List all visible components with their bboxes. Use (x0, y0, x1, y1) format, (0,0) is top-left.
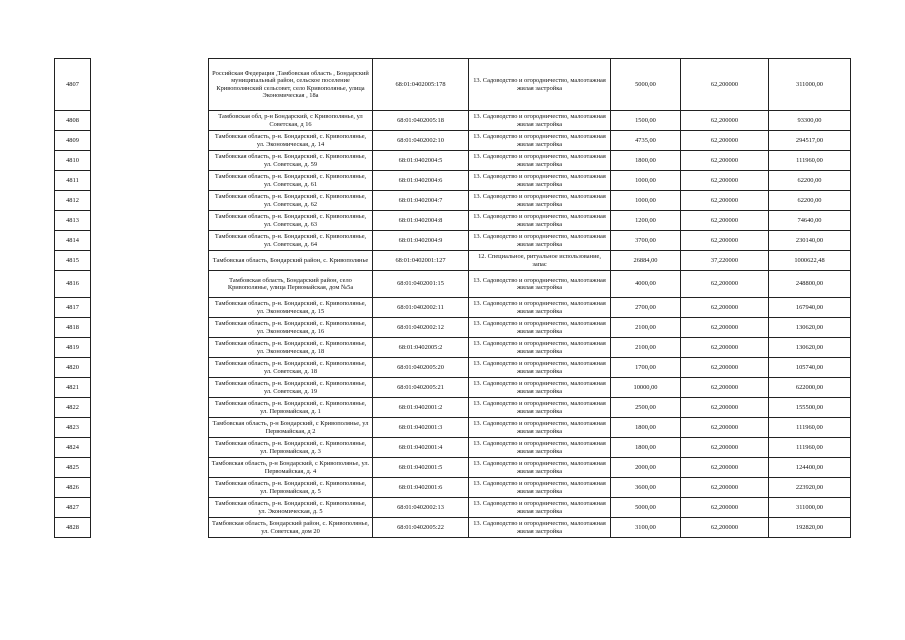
land-use-cell: 13. Садоводство и огородничество, малоэтажная жилая застройка (469, 271, 611, 298)
land-use-cell: 13. Садоводство и огородничество, малоэтажная жилая застройка (469, 498, 611, 518)
rate-cell: 62,200000 (681, 131, 769, 151)
rate-cell: 62,200000 (681, 111, 769, 131)
blank-cell (91, 271, 209, 298)
row-number: 4810 (55, 151, 91, 171)
area-cell: 4000,00 (611, 271, 681, 298)
address-cell: Тамбовская область, р-н. Бондарский, с. Кривополянье, ул. Советская, д. 63 (209, 211, 373, 231)
cadastral-value-cell: 93300,00 (769, 111, 851, 131)
land-use-cell: 13. Садоводство и огородничество, малоэтажная жилая застройка (469, 398, 611, 418)
table-row (55, 111, 851, 131)
land-use-cell: 13. Садоводство и огородничество, малоэтажная жилая застройка (469, 211, 611, 231)
row-number: 4819 (55, 338, 91, 358)
cadastral-number-cell: 68:01:0402001:15 (373, 271, 469, 298)
table-row (55, 59, 851, 111)
cadastral-number-cell: 68:01:0402001:6 (373, 478, 469, 498)
address-cell: Тамбовская обл, р-н Бондарский, с Кривополянье, ул Советская, д 16 (209, 111, 373, 131)
address-cell: Тамбовская область, Бондарский район, село Кривополянье, улица Первомайская, дом №5а (209, 271, 373, 298)
cadastral-value-cell: 124400,00 (769, 458, 851, 478)
cadastral-value-cell: 62200,00 (769, 171, 851, 191)
row-number: 4807 (55, 59, 91, 111)
row-number: 4809 (55, 131, 91, 151)
cadastral-value-cell: 311000,00 (769, 59, 851, 111)
table-row (55, 318, 851, 338)
area-cell: 1200,00 (611, 211, 681, 231)
blank-cell (91, 111, 209, 131)
cadastral-value-cell: 111960,00 (769, 151, 851, 171)
cadastral-value-cell: 294517,00 (769, 131, 851, 151)
rate-cell: 62,200000 (681, 59, 769, 111)
cadastral-number-cell: 68:01:0402001:3 (373, 418, 469, 438)
table-row (55, 398, 851, 418)
land-use-cell: 13. Садоводство и огородничество, малоэтажная жилая застройка (469, 458, 611, 478)
address-cell: Тамбовская область, р-н. Бондарский, с. Кривополянье, ул. Советская, д. 18 (209, 358, 373, 378)
blank-cell (91, 418, 209, 438)
address-cell: Тамбовская область, р-н. Бондарский, с. Кривополянье, ул. Экономическая, д. 15 (209, 298, 373, 318)
land-use-cell: 13. Садоводство и огородничество, малоэтажная жилая застройка (469, 358, 611, 378)
blank-cell (91, 59, 209, 111)
land-use-cell: 13. Садоводство и огородничество, малоэтажная жилая застройка (469, 111, 611, 131)
blank-cell (91, 171, 209, 191)
cadastral-value-table (54, 58, 851, 538)
cadastral-number-cell: 68:01:0402001:4 (373, 438, 469, 458)
cadastral-value-cell: 130620,00 (769, 318, 851, 338)
cadastral-value-cell: 248800,00 (769, 271, 851, 298)
table-row (55, 438, 851, 458)
address-cell: Тамбовская область, р-н. Бондарский, с. Кривополянье, ул. Советская, д. 59 (209, 151, 373, 171)
area-cell: 1700,00 (611, 358, 681, 378)
address-cell: Тамбовская область, р-н Бондарский, с Кривополянье, ул. Первомайская, д. 4 (209, 458, 373, 478)
area-cell: 10000,00 (611, 378, 681, 398)
rate-cell: 62,200000 (681, 498, 769, 518)
cadastral-value-cell: 167940,00 (769, 298, 851, 318)
blank-cell (91, 478, 209, 498)
address-cell: Тамбовская область, р-н. Бондарский, с. Кривополянье, ул. Советская, д. 64 (209, 231, 373, 251)
blank-cell (91, 498, 209, 518)
land-use-cell: 13. Садоводство и огородничество, малоэтажная жилая застройка (469, 318, 611, 338)
row-number: 4821 (55, 378, 91, 398)
area-cell: 1800,00 (611, 438, 681, 458)
table-row (55, 251, 851, 271)
area-cell: 2700,00 (611, 298, 681, 318)
table-row (55, 378, 851, 398)
land-use-cell: 13. Садоводство и огородничество, малоэтажная жилая застройка (469, 298, 611, 318)
cadastral-number-cell: 68:01:0402001:2 (373, 398, 469, 418)
blank-cell (91, 398, 209, 418)
address-cell: Тамбовская область, р-н. Бондарский, с. Кривополянье, ул. Советская, д. 19 (209, 378, 373, 398)
area-cell: 3100,00 (611, 518, 681, 538)
area-cell: 2100,00 (611, 338, 681, 358)
land-use-cell: 13. Садоводство и огородничество, малоэтажная жилая застройка (469, 59, 611, 111)
rate-cell: 62,200000 (681, 458, 769, 478)
area-cell: 1500,00 (611, 111, 681, 131)
table-row (55, 131, 851, 151)
cadastral-number-cell: 68:01:0402005:20 (373, 358, 469, 378)
cadastral-number-cell: 68:01:0402004:8 (373, 211, 469, 231)
cadastral-value-cell: 311000,00 (769, 498, 851, 518)
table-row (55, 358, 851, 378)
blank-cell (91, 438, 209, 458)
area-cell: 26884,00 (611, 251, 681, 271)
row-number: 4822 (55, 398, 91, 418)
land-use-cell: 13. Садоводство и огородничество, малоэтажная жилая застройка (469, 478, 611, 498)
cadastral-value-cell: 1000622,48 (769, 251, 851, 271)
address-cell: Тамбовская область, р-н. Бондарский, с. Кривополянье, ул. Советская, д. 61 (209, 171, 373, 191)
rate-cell: 62,200000 (681, 231, 769, 251)
row-number: 4817 (55, 298, 91, 318)
blank-cell (91, 231, 209, 251)
cadastral-value-cell: 105740,00 (769, 358, 851, 378)
row-number: 4826 (55, 478, 91, 498)
table-row (55, 191, 851, 211)
area-cell: 3700,00 (611, 231, 681, 251)
row-number: 4814 (55, 231, 91, 251)
land-use-cell: 13. Садоводство и огородничество, малоэтажная жилая застройка (469, 438, 611, 458)
cadastral-value-cell: 223920,00 (769, 478, 851, 498)
rate-cell: 62,200000 (681, 151, 769, 171)
cadastral-number-cell: 68:01:0402005:2 (373, 338, 469, 358)
area-cell: 5000,00 (611, 498, 681, 518)
row-number: 4811 (55, 171, 91, 191)
table-row (55, 458, 851, 478)
cadastral-number-cell: 68:01:0402002:13 (373, 498, 469, 518)
land-use-cell: 13. Садоводство и огородничество, малоэтажная жилая застройка (469, 191, 611, 211)
cadastral-number-cell: 68:01:0402001:127 (373, 251, 469, 271)
rate-cell: 37,220000 (681, 251, 769, 271)
blank-cell (91, 518, 209, 538)
land-use-cell: 13. Садоводство и огородничество, малоэтажная жилая застройка (469, 151, 611, 171)
area-cell: 1800,00 (611, 418, 681, 438)
land-use-cell: 13. Садоводство и огородничество, малоэтажная жилая застройка (469, 518, 611, 538)
cadastral-value-cell: 622000,00 (769, 378, 851, 398)
cadastral-number-cell: 68:01:0402005:22 (373, 518, 469, 538)
table-row (55, 518, 851, 538)
row-number: 4813 (55, 211, 91, 231)
cadastral-value-cell: 74640,00 (769, 211, 851, 231)
blank-cell (91, 211, 209, 231)
cadastral-number-cell: 68:01:0402005:18 (373, 111, 469, 131)
table-row (55, 271, 851, 298)
rate-cell: 62,200000 (681, 171, 769, 191)
address-cell: Российская Федерация ,Тамбовская область , Бондарский муниципальный район, сельское поселение Кривополянский сельсовет, село Кривополянье, улица Экономическая , 18а (209, 59, 373, 111)
table-row (55, 151, 851, 171)
row-number: 4827 (55, 498, 91, 518)
row-number: 4818 (55, 318, 91, 338)
row-number: 4825 (55, 458, 91, 478)
area-cell: 1000,00 (611, 171, 681, 191)
cadastral-value-cell: 111960,00 (769, 438, 851, 458)
address-cell: Тамбовская область, Бондарский район, с. Кривополянье (209, 251, 373, 271)
blank-cell (91, 378, 209, 398)
row-number: 4815 (55, 251, 91, 271)
blank-cell (91, 131, 209, 151)
rate-cell: 62,200000 (681, 438, 769, 458)
land-use-cell: 13. Садоводство и огородничество, малоэтажная жилая застройка (469, 231, 611, 251)
table-row (55, 231, 851, 251)
row-number: 4824 (55, 438, 91, 458)
blank-cell (91, 358, 209, 378)
rate-cell: 62,200000 (681, 518, 769, 538)
blank-cell (91, 191, 209, 211)
area-cell: 4735,00 (611, 131, 681, 151)
rate-cell: 62,200000 (681, 338, 769, 358)
area-cell: 3600,00 (611, 478, 681, 498)
cadastral-number-cell: 68:01:0402001:5 (373, 458, 469, 478)
row-number: 4816 (55, 271, 91, 298)
table-row (55, 478, 851, 498)
row-number: 4823 (55, 418, 91, 438)
rate-cell: 62,200000 (681, 191, 769, 211)
rate-cell: 62,200000 (681, 378, 769, 398)
rate-cell: 62,200000 (681, 398, 769, 418)
area-cell: 2000,00 (611, 458, 681, 478)
cadastral-number-cell: 68:01:0402005:178 (373, 59, 469, 111)
land-use-cell: 12. Специальное, ритуальное использование, запас (469, 251, 611, 271)
area-cell: 5000,00 (611, 59, 681, 111)
rate-cell: 62,200000 (681, 271, 769, 298)
blank-cell (91, 338, 209, 358)
cadastral-number-cell: 68:01:0402002:11 (373, 298, 469, 318)
address-cell: Тамбовская область, р-н. Бондарский, с. Кривополянье, ул. Первомайская, д. 5 (209, 478, 373, 498)
address-cell: Тамбовская область, р-н. Бондарский, с. Кривополянье, ул. Экономическая, д. 5 (209, 498, 373, 518)
area-cell: 1000,00 (611, 191, 681, 211)
cadastral-number-cell: 68:01:0402002:10 (373, 131, 469, 151)
table-row (55, 298, 851, 318)
table-row (55, 418, 851, 438)
address-cell: Тамбовская область, р-н. Бондарский, с. Кривополянье, ул. Экономическая, д. 18 (209, 338, 373, 358)
cadastral-value-cell: 62200,00 (769, 191, 851, 211)
area-cell: 2100,00 (611, 318, 681, 338)
blank-cell (91, 151, 209, 171)
land-use-cell: 13. Садоводство и огородничество, малоэтажная жилая застройка (469, 418, 611, 438)
blank-cell (91, 251, 209, 271)
table-row (55, 211, 851, 231)
blank-cell (91, 318, 209, 338)
row-number: 4828 (55, 518, 91, 538)
cadastral-number-cell: 68:01:0402004:6 (373, 171, 469, 191)
table-row (55, 498, 851, 518)
area-cell: 2500,00 (611, 398, 681, 418)
address-cell: Тамбовская область, Бондарский район, с. Кривополянье, ул. Советская, дом 20 (209, 518, 373, 538)
rate-cell: 62,200000 (681, 358, 769, 378)
blank-cell (91, 298, 209, 318)
land-use-cell: 13. Садоводство и огородничество, малоэтажная жилая застройка (469, 131, 611, 151)
blank-cell (91, 458, 209, 478)
address-cell: Тамбовская область, р-н Бондарский, с Кривополянье, ул Первомайская, д 2 (209, 418, 373, 438)
rate-cell: 62,200000 (681, 318, 769, 338)
address-cell: Тамбовская область, р-н. Бондарский, с. Кривополянье, ул. Советская, д. 62 (209, 191, 373, 211)
land-use-cell: 13. Садоводство и огородничество, малоэтажная жилая застройка (469, 338, 611, 358)
table-row (55, 171, 851, 191)
cadastral-number-cell: 68:01:0402002:12 (373, 318, 469, 338)
rate-cell: 62,200000 (681, 298, 769, 318)
cadastral-value-cell: 230140,00 (769, 231, 851, 251)
rate-cell: 62,200000 (681, 211, 769, 231)
cadastral-number-cell: 68:01:0402004:7 (373, 191, 469, 211)
cadastral-value-cell: 155500,00 (769, 398, 851, 418)
rate-cell: 62,200000 (681, 478, 769, 498)
address-cell: Тамбовская область, р-н. Бондарский, с. Кривополянье, ул. Экономическая, д. 14 (209, 131, 373, 151)
land-use-cell: 13. Садоводство и огородничество, малоэтажная жилая застройка (469, 378, 611, 398)
area-cell: 1800,00 (611, 151, 681, 171)
row-number: 4820 (55, 358, 91, 378)
address-cell: Тамбовская область, р-н. Бондарский, с. Кривополянье, ул. Первомайская, д. 1 (209, 398, 373, 418)
address-cell: Тамбовская область, р-н. Бондарский, с. Кривополянье, ул. Первомайская, д. 3 (209, 438, 373, 458)
cadastral-value-cell: 130620,00 (769, 338, 851, 358)
row-number: 4812 (55, 191, 91, 211)
table-row (55, 338, 851, 358)
land-use-cell: 13. Садоводство и огородничество, малоэтажная жилая застройка (469, 171, 611, 191)
rate-cell: 62,200000 (681, 418, 769, 438)
address-cell: Тамбовская область, р-н. Бондарский, с. Кривополянье, ул. Экономическая, д. 16 (209, 318, 373, 338)
row-number: 4808 (55, 111, 91, 131)
cadastral-value-cell: 111960,00 (769, 418, 851, 438)
cadastral-number-cell: 68:01:0402004:9 (373, 231, 469, 251)
cadastral-number-cell: 68:01:0402005:21 (373, 378, 469, 398)
cadastral-value-cell: 192820,00 (769, 518, 851, 538)
cadastral-number-cell: 68:01:0402004:5 (373, 151, 469, 171)
